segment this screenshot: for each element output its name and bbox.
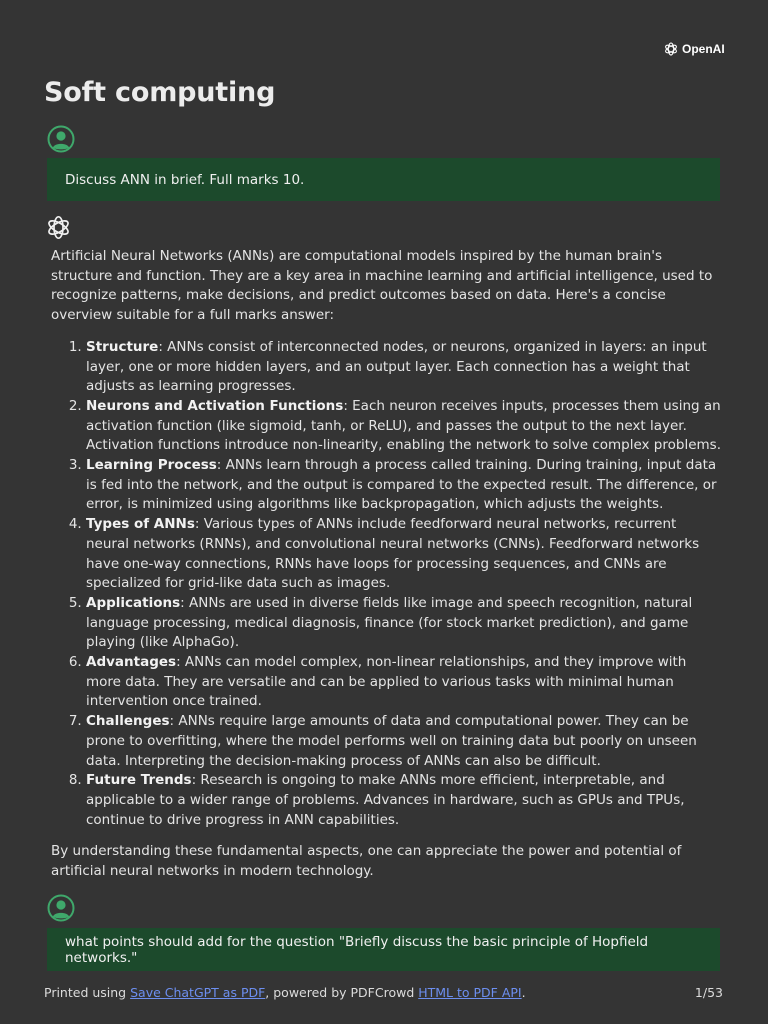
point-text: : ANNs require large amounts of data and computational power. They can be prone to overfitting, where the model performs well on training data but poorly on unseen data. Interpreting the decision-making process of ANNs can also be difficult. <box>86 713 697 769</box>
user-avatar-icon <box>47 125 75 153</box>
user-avatar-icon <box>47 894 75 922</box>
assistant-message <box>51 247 721 882</box>
point-text: : Various types of ANNs include feedforward neural networks, recurrent neural networks (RNNs), and convolutional neural networks (CNNs). Feedforward networks have one-way connections, RNNs have loops for processing sequences, and CNNs are specialized for grid-like data such as images. <box>86 516 700 592</box>
point-term: Applications <box>86 594 181 611</box>
openai-logo-icon <box>663 41 679 57</box>
point-term: Structure <box>86 338 159 355</box>
user-avatar <box>47 125 75 153</box>
footer-credit <box>44 985 526 1000</box>
list-item <box>86 653 721 712</box>
list-item <box>86 338 721 397</box>
assistant-intro: Artificial Neural Networks (ANNs) are computational models inspired by the human brain's structure and function. They are a key area in machine learning and artificial intelligence, used to recognize patterns, make decisions, and predict outcomes based on data. Here's a concise overview suitable for a full marks answer: <box>51 248 713 324</box>
user-message <box>47 158 720 201</box>
user-message-text: what points should add for the question "Briefly discuss the basic principle of Hopfield networks." <box>65 933 649 966</box>
point-text: : ANNs consist of interconnected nodes, or neurons, organized in layers: an input layer, one or more hidden layers, and an output layer. Each connection has a weight that adjusts as learning progresses. <box>86 338 707 395</box>
point-text: : ANNs are used in diverse fields like image and speech recognition, natural language processing, medical diagnosis, finance (for stock market prediction), and game playing (like AlphaGo). <box>86 594 693 651</box>
point-text: : Research is ongoing to make ANNs more efficient, interpretable, and applicable to a wider range of problems. Advances in hardware, such as GPUs and TPUs, continue to drive progress in ANN capabilities. <box>86 772 685 828</box>
point-term: Neurons and Activation Functions <box>86 397 344 414</box>
answer-point-list <box>51 338 721 831</box>
save-chatgpt-pdf-link[interactable]: Save ChatGPT as PDF <box>130 985 266 1000</box>
assistant-closing: By understanding these fundamental aspects, one can appreciate the power and potential of artificial neural networks in modern technology. <box>51 843 682 880</box>
user-avatar <box>47 894 75 922</box>
list-item <box>86 515 721 594</box>
html-to-pdf-api-link[interactable]: HTML to PDF API <box>418 985 522 1000</box>
point-term: Challenges <box>86 713 170 730</box>
point-text: : ANNs learn through a process called training. During training, input data is fed into the network, and the output is compared to the expected result. The difference, or error, is minimized using algorithms like backpropagation, which adjusts the weights. <box>86 457 717 513</box>
assistant-avatar <box>45 214 72 241</box>
point-text: : Each neuron receives inputs, processes them using an activation function (like sigmoid, tanh, or ReLU), and passes the output to the next layer. Activation functions introduce non-linearity, enabling the network to solve complex problems. <box>86 397 721 454</box>
list-item <box>86 712 721 771</box>
brand-name: OpenAI <box>682 42 725 56</box>
footer-suffix: . <box>521 985 526 1000</box>
page-title: Soft computing <box>44 77 276 108</box>
openai-brand <box>663 41 725 57</box>
list-item <box>86 397 721 456</box>
user-message-text: Discuss ANN in brief. Full marks 10. <box>65 171 305 188</box>
page-footer <box>44 985 723 1000</box>
page-number: 1/53 <box>694 985 723 1000</box>
list-item <box>86 771 721 830</box>
list-item <box>86 456 721 515</box>
footer-middle: , powered by PDFCrowd <box>265 985 419 1000</box>
point-text: : ANNs can model complex, non-linear relationships, and they improve with more data. They are versatile and can be applied to various tasks with minimal human intervention once trained. <box>86 654 687 710</box>
point-term: Types of ANNs <box>86 516 195 533</box>
openai-logo-icon <box>45 214 72 241</box>
point-term: Future Trends <box>86 772 192 789</box>
footer-prefix: Printed using <box>44 985 131 1000</box>
point-term: Advantages <box>86 654 177 671</box>
list-item <box>86 594 721 653</box>
user-message <box>47 928 720 971</box>
point-term: Learning Process <box>86 457 217 474</box>
